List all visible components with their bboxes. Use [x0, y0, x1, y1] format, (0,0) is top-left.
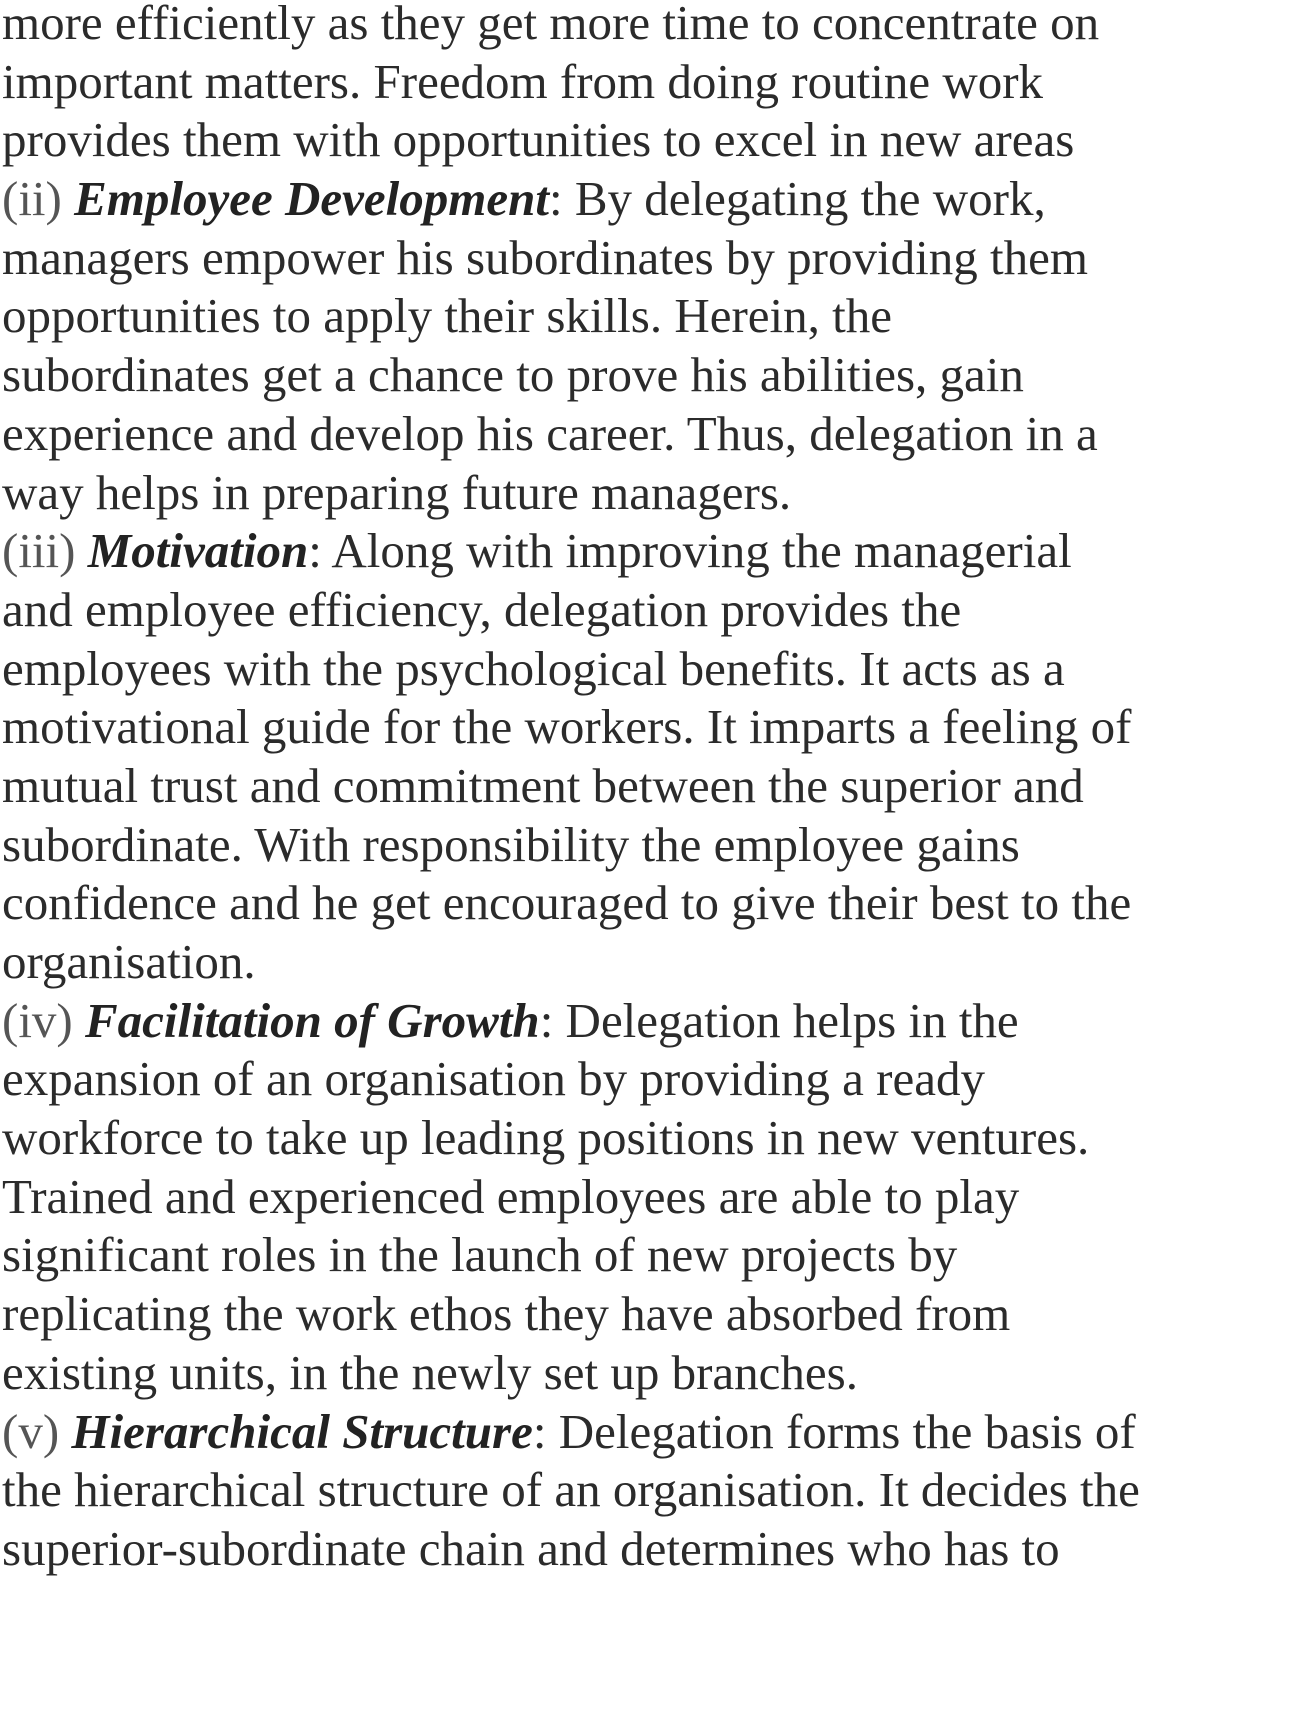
- line-text: mutual trust and commitment between the superior and: [2, 757, 1084, 813]
- text-line: [2, 1050, 1140, 1109]
- text-line: [2, 111, 1140, 170]
- line-text: motivational guide for the workers. It imparts a feeling of: [2, 699, 1132, 755]
- line-text: experience and develop his career. Thus, delegation in a: [2, 405, 1098, 461]
- line-text: organisation.: [2, 934, 256, 989]
- section-heading: Motivation: [87, 523, 309, 579]
- line-text: : Delegation forms the basis of: [532, 1403, 1136, 1459]
- section-heading: Employee Development: [74, 171, 550, 227]
- section-heading-line: [2, 522, 1140, 581]
- line-text: : Delegation helps in the: [539, 992, 1019, 1048]
- text-line: [2, 0, 1140, 53]
- line-text: provides them with opportunities to excel in new areas: [2, 112, 1075, 168]
- line-text: managers empower his subordinates by providing them: [2, 229, 1088, 285]
- text-line: [2, 581, 1140, 640]
- text-line: [2, 698, 1140, 757]
- text-line: [2, 1461, 1140, 1520]
- line-text: opportunities to apply their skills. Herein, the: [2, 288, 893, 344]
- line-text: subordinate. With responsibility the employee gains: [2, 816, 1020, 872]
- text-line: [2, 1226, 1140, 1285]
- text-line: [2, 1520, 1140, 1579]
- text-line: [2, 229, 1140, 288]
- text-line: [2, 757, 1140, 816]
- line-text: : By delegating the work,: [549, 171, 1046, 227]
- line-text: way helps in preparing future managers.: [2, 464, 792, 520]
- section-heading-line: [2, 992, 1140, 1051]
- list-number: (iv): [2, 992, 85, 1048]
- line-text: replicating the work ethos they have absorbed from: [2, 1286, 1011, 1342]
- document-body: [2, 0, 1140, 1579]
- list-number: (v): [2, 1403, 72, 1459]
- line-text: important matters. Freedom from doing routine work: [2, 53, 1044, 109]
- text-line: [2, 1168, 1140, 1227]
- line-text: more efficiently as they get more time to concentrate on: [2, 0, 1100, 50]
- text-line: [2, 464, 1140, 523]
- text-line: [2, 405, 1140, 464]
- text-line: [2, 53, 1140, 112]
- text-line: [2, 287, 1140, 346]
- text-line: [2, 933, 1140, 992]
- list-number: (ii): [2, 171, 75, 227]
- line-text: and employee efficiency, delegation provides the: [2, 581, 962, 637]
- line-text: confidence and he get encouraged to give their best to the: [2, 875, 1132, 931]
- line-text: existing units, in the newly set up branches.: [2, 1344, 858, 1400]
- text-line: [2, 1109, 1140, 1168]
- line-text: employees with the psychological benefits. It acts as a: [2, 640, 1065, 696]
- section-heading: Hierarchical Structure: [71, 1403, 533, 1459]
- text-line: [2, 1285, 1140, 1344]
- line-text: the hierarchical structure of an organisation. It decides the: [2, 1462, 1140, 1518]
- text-line: [2, 346, 1140, 405]
- line-text: significant roles in the launch of new projects by: [2, 1227, 958, 1283]
- text-line: [2, 874, 1140, 933]
- list-number: (iii): [2, 523, 88, 579]
- text-line: [2, 816, 1140, 875]
- line-text: superior-subordinate chain and determines who has to: [2, 1520, 1060, 1576]
- line-text: subordinates get a chance to prove his abilities, gain: [2, 347, 1024, 403]
- line-text: expansion of an organisation by providing a ready: [2, 1051, 985, 1107]
- section-heading-line: [2, 1403, 1140, 1462]
- text-line: [2, 1344, 1140, 1403]
- section-heading-line: [2, 170, 1140, 229]
- text-line: [2, 640, 1140, 699]
- line-text: : Along with improving the managerial: [308, 523, 1072, 579]
- line-text: workforce to take up leading positions in new ventures.: [2, 1110, 1090, 1166]
- line-text: Trained and experienced employees are able to play: [2, 1168, 1020, 1224]
- section-heading: Facilitation of Growth: [85, 992, 540, 1048]
